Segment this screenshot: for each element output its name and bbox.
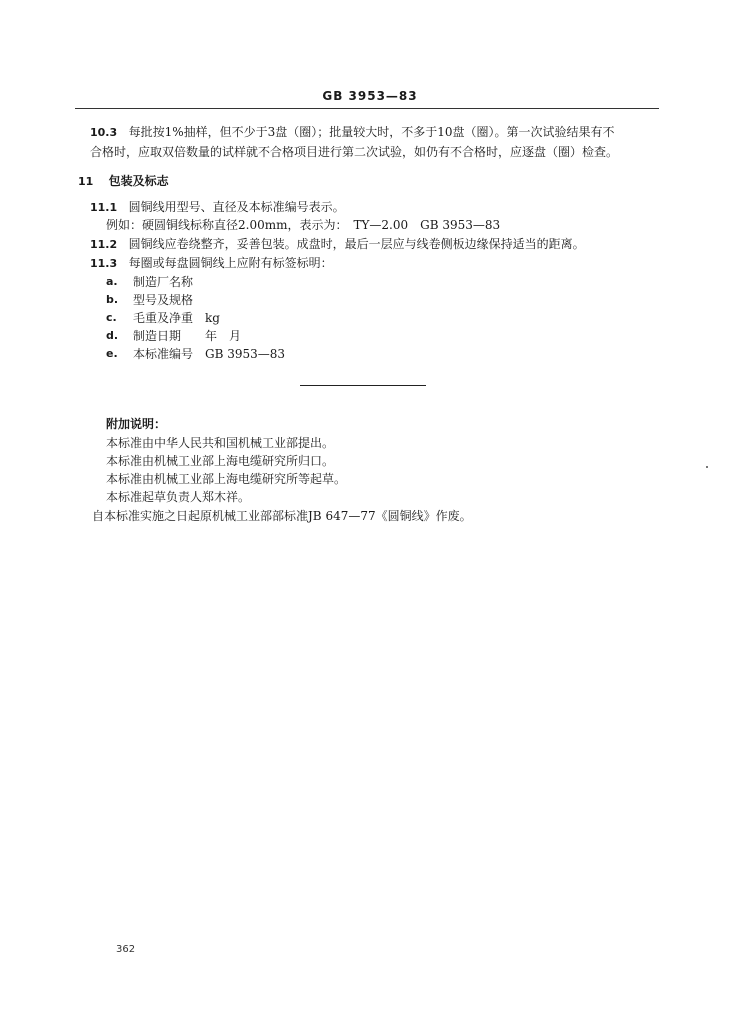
list-letter: e. [106, 347, 118, 360]
clause-number: 11.2 [90, 238, 118, 251]
clause-text: 每圈或每盘圆铜线上应附有标签标明： [128, 256, 333, 270]
clause-text: 圆铜线应卷绕整齐，妥善包装。成盘时，最后一层应与线卷侧板边缘保持适当的距离。 [128, 237, 585, 251]
clause-number: 10.3 [90, 126, 118, 139]
clause-11-3 [90, 256, 333, 271]
page-number: 362 [116, 944, 136, 955]
section-11-heading [78, 174, 169, 189]
section-number: 11 [78, 175, 94, 188]
notes-title: 附加说明： [106, 417, 167, 431]
notes-line: 本标准起草负责人郑木祥。 [106, 490, 251, 504]
header-rule [75, 108, 659, 109]
section-title: 包装及标志 [108, 174, 169, 188]
list-text: 制造日期 年 月 [133, 329, 242, 343]
clause-11-1 [90, 200, 345, 215]
list-text: 本标准编号 GB 3953—83 [133, 347, 286, 361]
clause-10-3-line-2: 合格时，应取双倍数量的试样就不合格项目进行第二次试验，如仍有不合格时，应逐盘（圈）检查。 [90, 145, 619, 159]
list-text: 型号及规格 [133, 293, 194, 307]
notes-line: 本标准由中华人民共和国机械工业部提出。 [106, 436, 335, 450]
section-divider [300, 385, 426, 386]
notes-line: 本标准由机械工业部上海电缆研究所归口。 [106, 454, 335, 468]
clause-11-2 [90, 237, 585, 252]
clause-11-1-example: 例如：硬圆铜线标称直径2.00mm，表示为： TY—2.00 GB 3953—83 [106, 218, 501, 232]
document-header: GB 3953—83 [322, 89, 418, 103]
clause-text: 圆铜线用型号、直径及本标准编号表示。 [128, 200, 345, 214]
clause-number: 11.3 [90, 257, 118, 270]
notes-line: 自本标准实施之日起原机械工业部部标准JB 647—77《圆铜线》作废。 [92, 509, 472, 523]
scan-speck [706, 466, 708, 468]
notes-line: 本标准由机械工业部上海电缆研究所等起草。 [106, 472, 347, 486]
list-letter: d. [106, 329, 119, 342]
clause-number: 11.1 [90, 201, 118, 214]
list-letter: b. [106, 293, 119, 306]
clause-10-3-line-1 [90, 125, 615, 140]
list-text: 毛重及净重 kg [133, 311, 220, 325]
list-letter: a. [106, 275, 118, 288]
list-text: 制造厂名称 [133, 275, 194, 289]
clause-text: 每批按1%抽样，但不少于3盘（圈）；批量较大时，不多于10盘（圈）。第一次试验结果有不 [128, 125, 615, 139]
list-letter: c. [106, 311, 117, 324]
